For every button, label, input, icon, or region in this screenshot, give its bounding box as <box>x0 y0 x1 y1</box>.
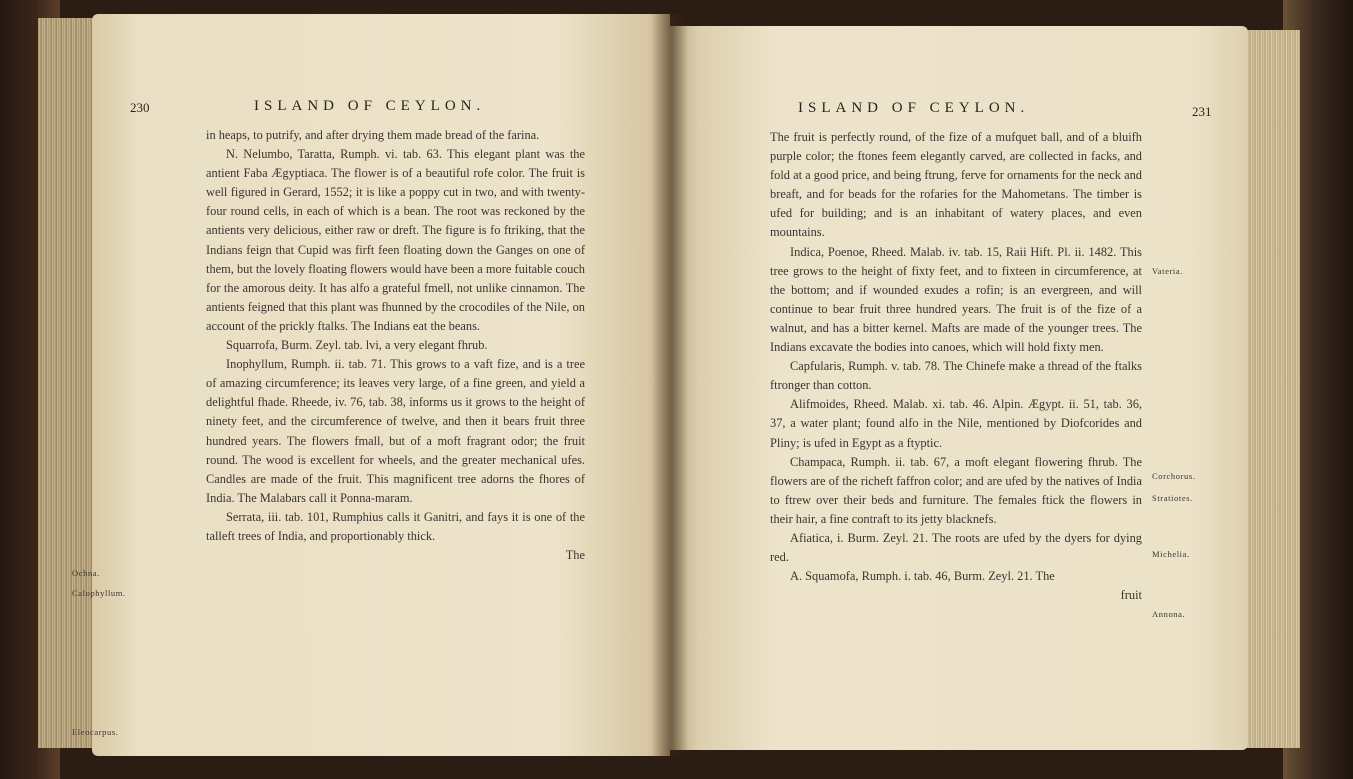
left-paragraph-4: Inophyllum, Rumph. ii. tab. 71. This grows to a vaft fize, and is a tree of amazing circumference; its leaves very large, of a fine green, and yield a delightful fhade. Rheede, iv. 76, tab. 38, informs us it grows to the height of ninety feet, and the circumference of twelve, and then it bears fruit three hundred years. The flowers fmall, but of a moft fragrant odor; the fruit round. The wood is excellent for wheels, and the greater mechanical ufes. Candles are made of the fruit. This magnificent tree adorns the fhores of India. The Malabars call it Ponna-maram. <box>206 357 585 505</box>
left-page-number: 230 <box>130 100 150 115</box>
left-running-header: ISLAND OF CEYLON. <box>254 98 486 114</box>
right-side-note-3: Stratiotes. <box>1152 493 1193 503</box>
right-side-note-1: Vateria. <box>1152 266 1183 276</box>
page-edges-left <box>38 18 96 748</box>
right-paragraph-6: Afiatica, i. Burm. Zeyl. 21. The roots are ufed by the dyers for dying red. <box>770 530 1142 565</box>
right-side-note-2: Corchorus. <box>1152 471 1196 481</box>
right-running-header: ISLAND OF CEYLON. <box>798 100 1030 116</box>
right-page <box>670 26 1248 750</box>
right-paragraph-2: Indica, Poenoe, Rheed. Malab. iv. tab. 15, Raii Hift. Pl. ii. 1482. This tree grows to the height of fixty feet, and to fixteen in circumference, at the bottom; and if wounded exudes a rofin; is an evergreen, and will continue to bear fruit three hundred years. The fruit is of the fize of a walnut, and has a bitter kernel. Mafts are made of the younger trees. The Indians excavate the bodies into canoes, which will hold fixty men. <box>770 244 1142 355</box>
left-catchword: The <box>565 548 585 563</box>
right-paragraph-5: Champaca, Rumph. ii. tab. 67, a moft elegant flowering fhrub. The flowers are of the richeft faffron color; and are ufed by the natives of India to ftrew over their beds and furniture. The females ftick the flowers in their hair, a fine contraft to its jetty blacknefs. <box>770 454 1142 526</box>
left-page <box>72 14 670 756</box>
left-side-note-3: Eleocarpus. <box>72 727 119 737</box>
right-page-number: 231 <box>1192 104 1212 119</box>
left-side-note-1: Ochna. <box>72 568 100 578</box>
left-side-note-2: Calophyllum. <box>72 588 126 598</box>
left-paragraph-2: N. Nelumbo, Taratta, Rumph. vi. tab. 63. This elegant plant was the antient Faba Ægyptiaca. The flower is of a beautiful rofe color. The fruit is well figured in Gerard, 1552; it is like a poppy cut in two, and with twenty-four round cells, in each of which is a bean. The root was reckoned by the antients very delicious, either raw or dreft. The figure is fo ftriking, that the Indians feign that Cupid was firft feen floating down the Ganges on one of them, but the lovely floating flowers would have been a more fuitable couch for the amorous deity. It has alfo a grateful fmell, not unlike cinnamon. The antients feigned that this plant was fhunned by the crocodiles of the Nile, on account of the prickly ftalks. The Indians eat the beans. <box>206 147 585 333</box>
right-paragraph-3: Capfularis, Rumph. v. tab. 78. The Chinefe make a thread of the ftalks ftronger than cotton. <box>770 359 1142 393</box>
right-side-note-4: Michelia. <box>1152 549 1190 559</box>
right-paragraph-4: Alifmoides, Rheed. Malab. xi. tab. 46. Alpin. Ægypt. ii. 51, tab. 36, 37, a water plant; found alfo in the Nile, mentioned by Diofcorides and Pliny; is ufed in Egypt as a ftyptic. <box>770 397 1142 450</box>
right-catchword: fruit <box>1120 588 1142 603</box>
left-paragraph-5: Serrata, iii. tab. 101, Rumphius calls it Ganitri, and fays it is one of the talleft trees of India, and proportionably thick. <box>206 509 585 543</box>
left-paragraph-3: Squarrofa, Burm. Zeyl. tab. lvi, a very elegant fhrub. <box>226 338 488 353</box>
left-body-text <box>206 126 585 565</box>
right-paragraph-1: The fruit is perfectly round, of the fize of a mufquet ball, and of a bluifh purple color; the ftones feem elegantly carved, are collected in facks, and fold at a good price, and being ftrung, ferve for ornaments for the neck and breaft, and for beads for the rofaries for the Mahometans. The timber is ufed for building; and is an inhabitant of watery places, and even mountains. <box>770 130 1142 240</box>
book-gutter <box>652 14 688 756</box>
left-paragraph-1: in heaps, to putrify, and after drying them made bread of the farina. <box>206 128 540 142</box>
right-body-text <box>770 128 1142 605</box>
right-side-note-5: Annona. <box>1152 609 1186 619</box>
right-paragraph-7: A. Squamofa, Rumph. i. tab. 46, Burm. Zeyl. 21. The <box>790 569 1055 584</box>
